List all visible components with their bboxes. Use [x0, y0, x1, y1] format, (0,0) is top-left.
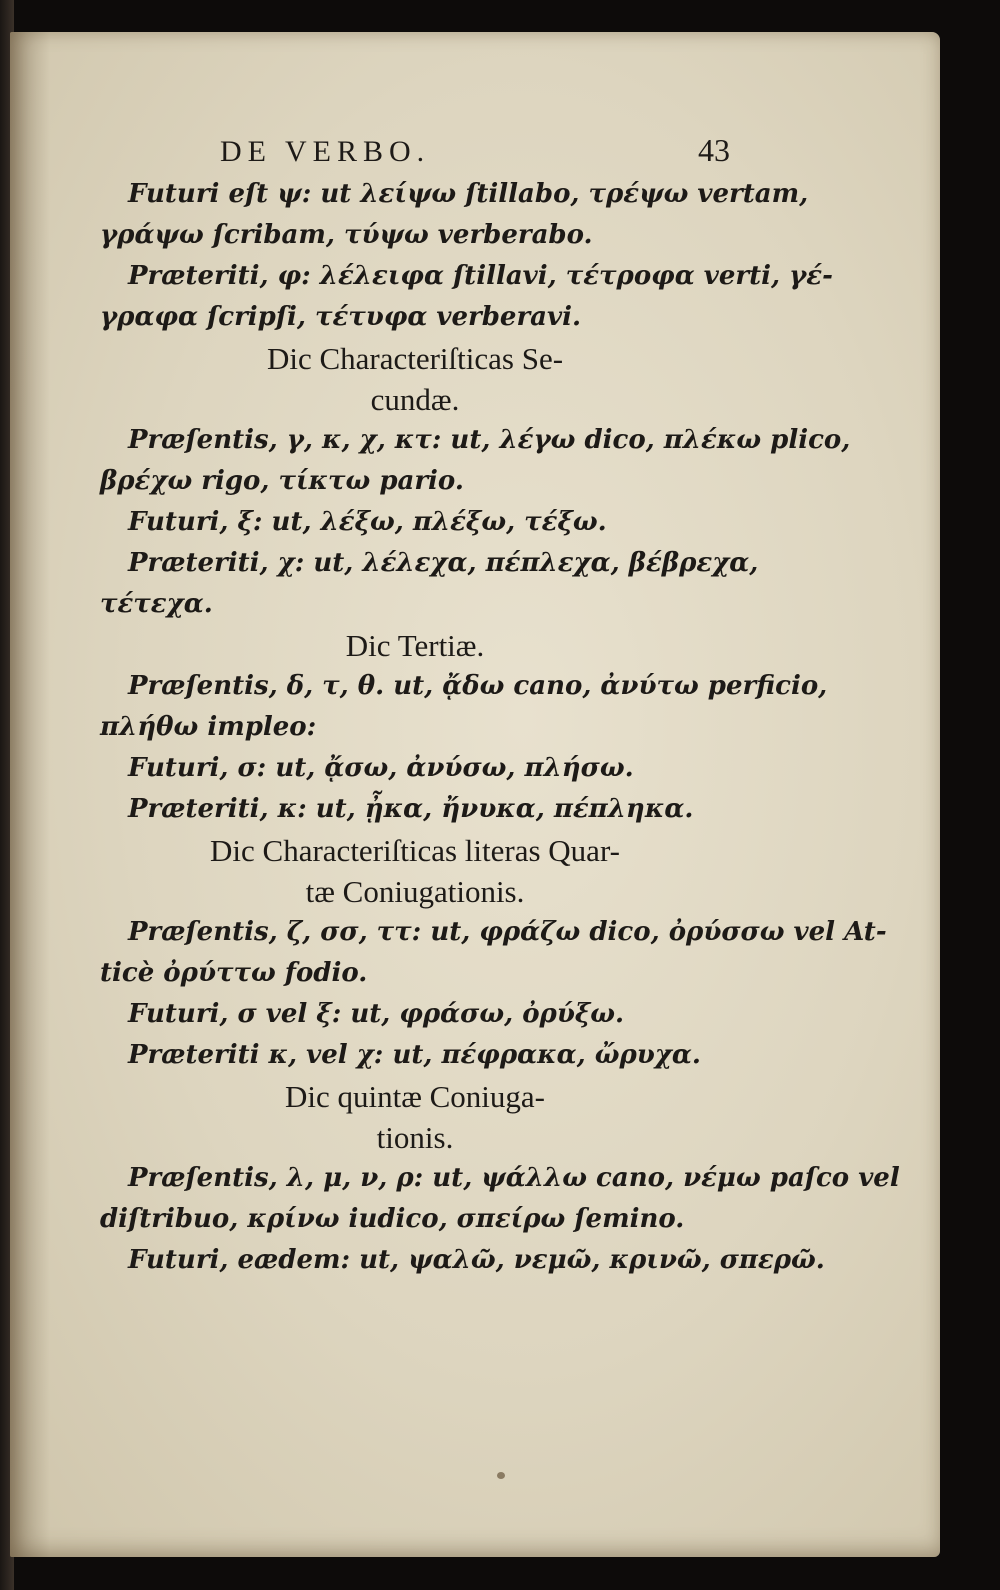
paper-spot — [497, 1472, 505, 1479]
book-page — [10, 32, 940, 1557]
running-header — [100, 132, 730, 174]
centered-heading-line: Dic quintæ Coniuga- — [284, 1079, 546, 1114]
centered-heading-line: Dic Characteriſticas Se- — [266, 341, 564, 376]
centered-heading-line: tæ Coniugationis. — [305, 874, 525, 909]
text-line: γράψω ſcribam, τύψω verberabo. — [100, 220, 593, 250]
text-line: Præſentis, λ, μ, ν, ρ: ut, ψάλλω cano, νέμω paſco vel — [128, 1163, 900, 1193]
body-lines — [100, 174, 900, 1281]
text-line: Futuri, ξ: ut, λέξω, πλέξω, τέξω. — [128, 507, 607, 537]
text-line: Præteriti, φ: λέλειφα ſtillavi, τέτροφα verti, γέ- — [128, 261, 833, 291]
text-line: Præteriti, κ: ut, ᾖκα, ἤνυκα, πέπληκα. — [128, 794, 694, 824]
running-title: DE VERBO. — [220, 135, 431, 168]
text-line: πλήθω impleo: — [100, 712, 317, 742]
text-line: Præſentis, γ, κ, χ, κτ: ut, λέγω dico, πλέκω plico, — [128, 425, 851, 455]
centered-heading-line: tionis. — [376, 1120, 454, 1155]
centered-heading-line: Dic Characteriſticas literas Quar- — [210, 833, 620, 868]
text-line: Futuri, σ: ut, ᾄσω, ἀνύσω, πλήσω. — [128, 753, 634, 783]
text-line: Præſentis, ζ, σσ, ττ: ut, φράζω dico, ὀρύσσω vel At- — [128, 917, 887, 947]
text-line: τέτεχα. — [100, 589, 213, 619]
text-line: Præſentis, δ, τ, θ. ut, ᾄδω cano, ἀνύτω perficio, — [128, 671, 828, 701]
text-line: diſtribuo, κρίνω iudico, σπείρω ſemino. — [100, 1204, 685, 1234]
text-line: Præteriti κ, vel χ: ut, πέφρακα, ὤρυχα. — [128, 1040, 701, 1070]
centered-heading-line: Dic Tertiæ. — [345, 628, 485, 663]
page-number: 43 — [698, 132, 730, 168]
text-line: γραφα ſcripſi, τέτυφα verberavi. — [100, 302, 582, 332]
centered-heading-line: cundæ. — [370, 382, 460, 417]
text-line: Futuri, eædem: ut, ψαλῶ, νεμῶ, κρινῶ, σπερῶ. — [128, 1245, 825, 1275]
page-text-block — [100, 132, 900, 1281]
text-line: Futuri eſt ψ: ut λείψω ſtillabo, τρέψω vertam, — [128, 179, 809, 209]
text-line: Præteriti, χ: ut, λέλεχα, πέπλεχα, βέβρεχα, — [128, 548, 759, 578]
text-line: βρέχω rigo, τίκτω pario. — [100, 466, 464, 496]
text-line: Futuri, σ vel ξ: ut, φράσω, ὀρύξω. — [128, 999, 625, 1029]
text-line: ticè ὀρύττω fodio. — [100, 958, 368, 988]
